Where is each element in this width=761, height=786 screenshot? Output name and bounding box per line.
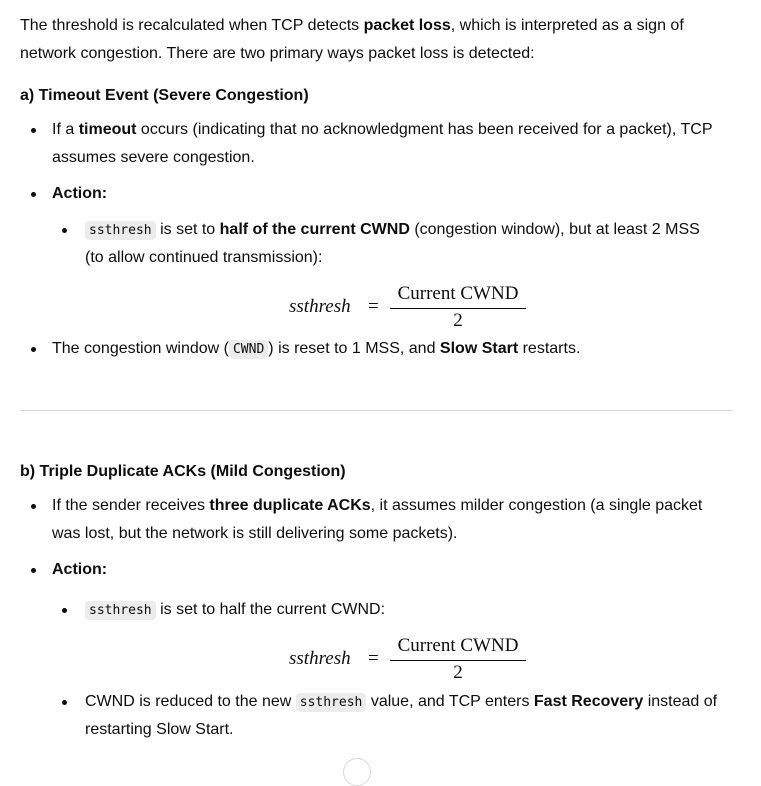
fraction-bar (390, 660, 526, 661)
section-b-bullet-1-line-1 (52, 492, 702, 520)
section-a-action-label: Action: (52, 185, 108, 202)
inline-code: CWND (229, 340, 268, 359)
bullet-text: occurs (indicating that no acknowledgment has been received for a packet), TCP (136, 121, 713, 138)
sub-bullet-marker (62, 700, 67, 705)
inline-code: ssthresh (296, 693, 367, 712)
formula-equals: = (368, 648, 379, 669)
section-a-bullet-3 (52, 335, 580, 364)
sub-bullet-marker (62, 608, 67, 613)
section-a-sub-bullet-line-1 (85, 216, 700, 245)
bullet-text: value, and TCP enters (366, 693, 534, 710)
intro-line-2: network congestion. There are two primary ways packet loss is detected: (20, 45, 535, 62)
intro-text: The threshold is recalculated when TCP detects (20, 17, 364, 34)
formula-lhs: ssthresh (289, 296, 351, 317)
section-a-bullet-1-line-2: assumes severe congestion. (52, 149, 255, 166)
formula-denominator: 2 (453, 310, 463, 331)
bullet-text: (congestion window), but at least 2 MSS (409, 221, 700, 238)
bullet-marker (31, 568, 36, 573)
section-b-sub-bullet-2-line-1 (85, 688, 717, 717)
formula-numerator: Current CWND (397, 635, 519, 656)
section-b-sub-bullet-1 (85, 596, 385, 625)
section-b-sub-bullet-2-line-2: restarting Slow Start. (85, 721, 234, 738)
section-a-bullet-1-line-1 (52, 116, 712, 144)
sub-bullet-marker (62, 228, 67, 233)
bullet-text: If the sender receives (52, 497, 210, 514)
bullet-bold-text: timeout (78, 121, 137, 138)
bullet-marker (31, 347, 36, 352)
bullet-text: The congestion window ( (52, 340, 229, 357)
formula-denominator: 2 (453, 662, 463, 683)
formula-equals: = (368, 296, 379, 317)
inline-code: ssthresh (85, 221, 156, 240)
section-b-bullet-1-line-2: was lost, but the network is still delivering some packets). (52, 525, 458, 542)
section-b-heading: b) Triple Duplicate ACKs (Mild Congestion) (20, 463, 346, 480)
bullet-text: is set to half the current CWND: (155, 601, 386, 618)
bullet-bold-text: three duplicate ACKs (209, 497, 371, 514)
section-b-action-label: Action: (52, 561, 108, 578)
section-a-sub-bullet-line-2: (to allow continued transmission): (85, 249, 323, 266)
bullet-text: , it assumes milder congestion (a single packet (370, 497, 703, 514)
fraction-bar (390, 308, 526, 309)
bullet-text: instead of (643, 693, 718, 710)
formula-numerator: Current CWND (397, 283, 519, 304)
intro-line-1 (20, 12, 684, 40)
formula-lhs: ssthresh (289, 648, 351, 669)
section-divider (20, 410, 733, 411)
scroll-down-button[interactable] (343, 758, 371, 786)
bullet-bold-text: Fast Recovery (533, 693, 644, 710)
bullet-text: is set to (155, 221, 220, 238)
bullet-marker (31, 192, 36, 197)
bullet-marker (31, 128, 36, 133)
bullet-text: CWND is reduced to the new (85, 693, 296, 710)
intro-text: , which is interpreted as a sign of (450, 17, 684, 34)
bullet-text: If a (52, 121, 79, 138)
bullet-bold-text: Slow Start (439, 340, 519, 357)
bullet-text: ) is reset to 1 MSS, and (268, 340, 440, 357)
bullet-bold-text: half of the current CWND (219, 221, 410, 238)
bullet-text: restarts. (518, 340, 581, 357)
inline-code: ssthresh (85, 601, 156, 620)
bullet-marker (31, 504, 36, 509)
intro-bold-text: packet loss (363, 17, 451, 34)
section-a-heading: a) Timeout Event (Severe Congestion) (20, 87, 309, 104)
